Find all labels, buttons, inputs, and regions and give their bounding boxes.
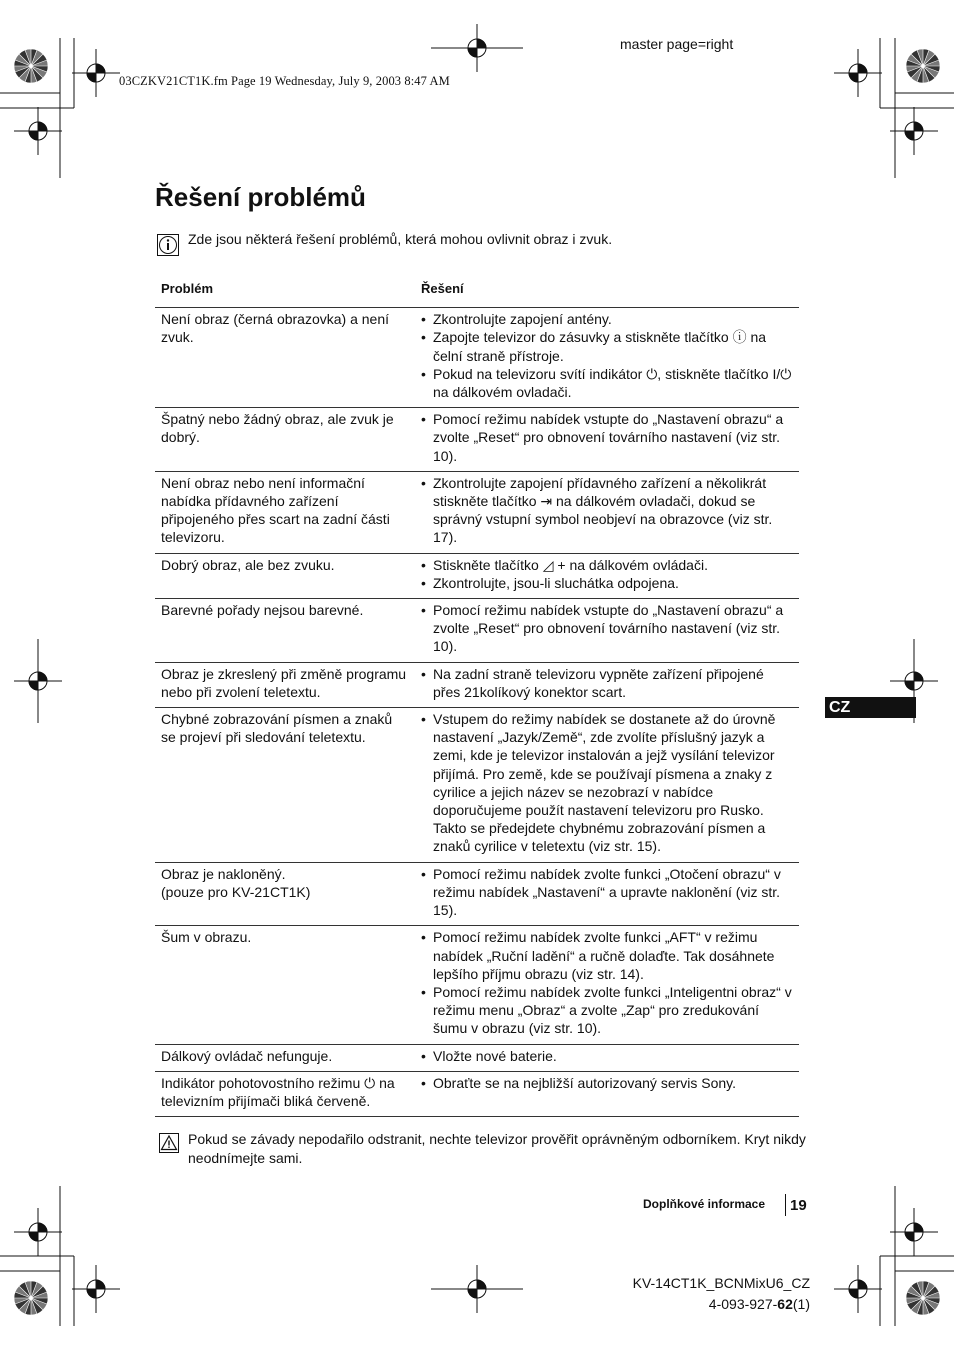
page-number: 19 <box>790 1197 807 1214</box>
section-name: Doplňkové informace <box>643 1197 766 1211</box>
solution-item: • Vložte nové baterie. <box>421 1047 793 1065</box>
part-number-suffix: (1) <box>792 1296 810 1312</box>
solution-item: • Stiskněte tlačítko ◿ + na dálkovém ovládači. <box>421 556 793 574</box>
solution-list <box>421 865 793 920</box>
problem-cell: Indikátor pohotovostního režimu ⏻ na televizním přijímači bliká červeně. <box>155 1071 415 1116</box>
info-icon <box>157 234 179 256</box>
part-number <box>620 1296 810 1312</box>
solution-item: • Zapojte televizor do zásuvky a stiskněte tlačítko ⓘ na čelní straně přístroje. <box>421 328 793 364</box>
solution-item: • Pomocí režimu nabídek zvolte funkci „Otočení obrazu“ v režimu nabídek „Nastavení“ a upravte naklonění (viz str. 15). <box>421 865 793 920</box>
solution-cell <box>415 1071 799 1116</box>
table-header-row <box>155 276 799 308</box>
solution-item: • Pokud na televizoru svítí indikátor ⏻, stiskněte tlačítko I/⏻ na dálkovém ovladači. <box>421 365 793 401</box>
warning-text: Pokud se závady nepodařilo odstranit, nechte televizor prověřit oprávněným odborníkem. Kryt nikdy neodnímejte sami. <box>188 1131 806 1166</box>
problem-cell: Není obraz (černá obrazovka) a není zvuk. <box>155 308 415 408</box>
troubleshooting-table <box>155 276 799 1117</box>
table-row <box>155 408 799 472</box>
solution-item: • Pomocí režimu nabídek vstupte do „Nastavení obrazu“ a zvolte „Reset“ pro obnovení továrního nastavení (viz str. 10). <box>421 410 793 465</box>
solution-cell <box>415 308 799 408</box>
solution-cell <box>415 662 799 707</box>
master-page-label: master page=right <box>620 36 734 52</box>
solution-cell <box>415 708 799 863</box>
problem-cell: Není obraz nebo není informační nabídka přídavného zařízení připojeného přes scart na zadní části televizoru. <box>155 471 415 553</box>
solution-item: • Pomocí režimu nabídek zvolte funkci „Inteligentni obraz“ v režimu menu „Obraz“ a zvolte „Zap“ pro zredukování šumu v obrazu (viz str. 10). <box>421 983 793 1038</box>
solution-cell <box>415 926 799 1044</box>
page-separator <box>785 1194 786 1216</box>
solution-cell <box>415 471 799 553</box>
problem-cell: Barevné pořady nejsou barevné. <box>155 599 415 663</box>
table-row <box>155 926 799 1044</box>
table-row <box>155 471 799 553</box>
solution-item: • Zkontrolujte zapojení antény. <box>421 310 793 328</box>
page-title: Řešení problémů <box>155 182 366 212</box>
table-row <box>155 1071 799 1116</box>
solution-cell <box>415 599 799 663</box>
problem-cell: Chybné zobrazování písmen a znaků se projeví při sledování teletextu. <box>155 708 415 863</box>
column-header-solution: Řešení <box>415 276 799 308</box>
warning-icon <box>159 1133 179 1153</box>
problem-cell: Dálkový ovládač nefunguje. <box>155 1044 415 1071</box>
part-number-bold: 62 <box>777 1296 793 1312</box>
solution-list <box>421 474 793 547</box>
solution-list <box>421 928 793 1037</box>
table-row <box>155 862 799 926</box>
problem-cell: Šum v obrazu. <box>155 926 415 1044</box>
solution-list <box>421 1074 793 1092</box>
table-row <box>155 662 799 707</box>
solution-list <box>421 556 793 592</box>
table-row <box>155 599 799 663</box>
solution-cell <box>415 408 799 472</box>
solution-item: • Zkontrolujte, jsou-li sluchátka odpojena. <box>421 574 793 592</box>
file-info-line: 03CZKV21CT1K.fm Page 19 Wednesday, July 9, 2003 8:47 AM <box>119 74 450 88</box>
solution-list <box>421 665 793 701</box>
solution-list <box>421 1047 793 1065</box>
solution-item: • Pomocí režimu nabídek vstupte do „Nastavení obrazu“ a zvolte „Reset“ pro obnovení továrního nastavení (viz str. 10). <box>421 601 793 656</box>
solution-item: • Na zadní straně televizoru vypněte zařízení připojené přes 21kolíkový konektor scart. <box>421 665 793 701</box>
solution-item: • Pomocí režimu nabídek zvolte funkci „AFT“ v režimu nabídek „Ruční ladění“ a ručně dolaďte. Tak dosáhnete lepšího příjmu obrazu (viz str. 14). <box>421 928 793 983</box>
solution-list <box>421 410 793 465</box>
problem-cell: Dobrý obraz, ale bez zvuku. <box>155 553 415 598</box>
solution-cell <box>415 1044 799 1071</box>
solution-cell <box>415 553 799 598</box>
table-row <box>155 708 799 863</box>
problem-cell: Obraz je zkreslený při změně programu nebo při zvolení teletextu. <box>155 662 415 707</box>
table-row <box>155 553 799 598</box>
problem-cell: Obraz je nakloněný. (pouze pro KV-21CT1K) <box>155 862 415 926</box>
solution-list <box>421 601 793 656</box>
solution-list <box>421 710 793 856</box>
solution-item: • Vstupem do režimy nabídek se dostanete až do úrovně nastavení „Jazyk/Země“, zde zvolíte příslušný jazyk a zemi, kde je televizor instalován a jejž vysílání televizor přijímá. Pro země, kde se používají písmena a znaky z cyrilice a jejich název se nezobrazí v nabídce doporučujeme použít nastavení televizoru pro Rusko. Takto se předejdete chybnému zobrazování písmen a znaků cyrilice v teletextu (viz str. 15). <box>421 710 793 856</box>
part-number-prefix: 4-093-927- <box>708 1296 778 1312</box>
language-tab: CZ <box>825 697 916 718</box>
solution-list <box>421 310 793 401</box>
problem-cell: Špatný nebo žádný obraz, ale zvuk je dobrý. <box>155 408 415 472</box>
model-code: KV-14CT1K_BCNMixU6_CZ <box>632 1275 810 1291</box>
solution-item: • Zkontrolujte zapojení přídavného zařízení a několikrát stiskněte tlačítko ⇥ na dálkovém ovladači, dokud se správný vstupní symbol neobjeví na obrazovce (viz str. 17). <box>421 474 793 547</box>
solution-item: • Obraťte se na nejbližší autorizovaný servis Sony. <box>421 1074 793 1092</box>
table-row <box>155 1044 799 1071</box>
solution-cell <box>415 862 799 926</box>
table-row <box>155 308 799 408</box>
intro-text: Zde jsou některá řešení problémů, která mohou ovlivnit obraz i zvuk. <box>188 231 613 247</box>
column-header-problem: Problém <box>155 276 415 308</box>
